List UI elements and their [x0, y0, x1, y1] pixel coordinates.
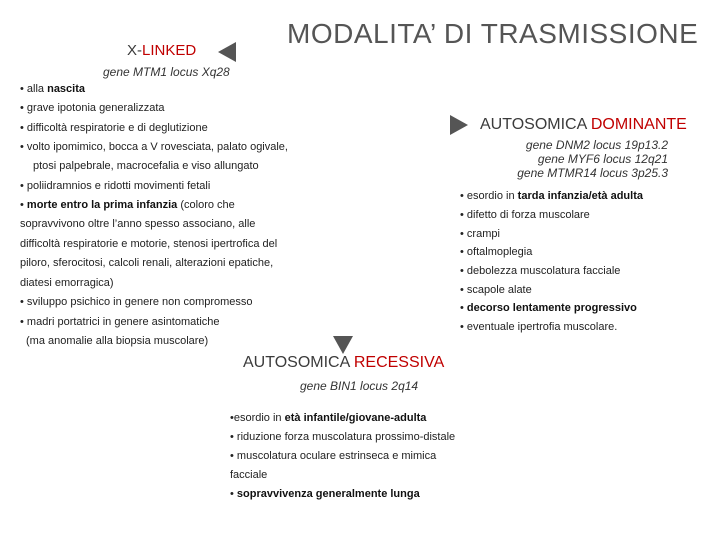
- arrow-right-icon: [450, 115, 468, 135]
- list-item: • riduzione forza muscolatura prossimo-distale: [230, 431, 456, 443]
- dominante-gene: gene MYF6 locus 12q21: [537, 152, 668, 166]
- dominante-heading: AUTOSOMICA DOMINANTE: [480, 116, 687, 133]
- recessiva-heading: AUTOSOMICA RECESSIVA: [243, 354, 445, 371]
- list-item: piloro, sferocitosi, calcoli renali, alterazioni epatiche,: [20, 257, 274, 269]
- dominante-genes: [517, 138, 668, 180]
- list-item: • alla nascita: [20, 83, 86, 95]
- list-item: difficoltà respiratorie e motorie, stenosi ipertrofica del: [20, 238, 278, 250]
- list-item: • debolezza muscolatura facciale: [460, 265, 621, 277]
- arrow-down-icon: [333, 336, 353, 354]
- list-item: • difetto di forza muscolare: [460, 209, 590, 221]
- list-item: • esordio in tarda infanzia/età adulta: [460, 190, 643, 202]
- list-item: • sopravvivenza generalmente lunga: [230, 488, 420, 500]
- page-title: MODALITA’ DI TRASMISSIONE: [287, 18, 699, 49]
- list-item: • volto ipomimico, bocca a V rovesciata, palato ogivale,: [20, 141, 288, 153]
- xlinked-gene: gene MTM1 locus Xq28: [103, 65, 230, 79]
- list-item: • muscolatura oculare estrinseca e mimica: [230, 450, 437, 462]
- recessiva-gene: gene BIN1 locus 2q14: [300, 379, 419, 393]
- list-item: • difficoltà respiratorie e di deglutizione: [20, 122, 208, 134]
- dominante-gene: gene DNM2 locus 19p13.2: [525, 138, 668, 152]
- list-item: • morte entro la prima infanzia (coloro che: [20, 199, 235, 211]
- list-item: sopravvivono oltre l’anno spesso associano, alle: [20, 218, 256, 230]
- xlinked-heading: X-LINKED: [127, 42, 197, 59]
- list-item: • sviluppo psichico in genere non compromesso: [20, 296, 253, 308]
- list-item: •esordio in età infantile/giovane-adulta: [230, 412, 427, 424]
- list-item: diatesi emorragica): [20, 277, 114, 289]
- list-item: • decorso lentamente progressivo: [460, 302, 637, 314]
- list-item: • scapole alate: [460, 284, 532, 296]
- list-item: facciale: [230, 469, 268, 481]
- list-item: • poliidramnios e ridotti movimenti fetali: [20, 180, 211, 192]
- arrow-left-icon: [218, 42, 236, 62]
- dominante-gene: gene MTMR14 locus 3p25.3: [517, 166, 668, 180]
- list-item: • oftalmoplegia: [460, 246, 533, 258]
- list-item: • madri portatrici in genere asintomatiche: [20, 316, 220, 328]
- list-item: • eventuale ipertrofia muscolare.: [460, 321, 618, 333]
- list-item: • crampi: [460, 228, 500, 240]
- list-item: ptosi palpebrale, macrocefalia e viso allungato: [33, 160, 259, 172]
- list-item: (ma anomalie alla biopsia muscolare): [26, 335, 209, 347]
- list-item: • grave ipotonia generalizzata: [20, 102, 165, 114]
